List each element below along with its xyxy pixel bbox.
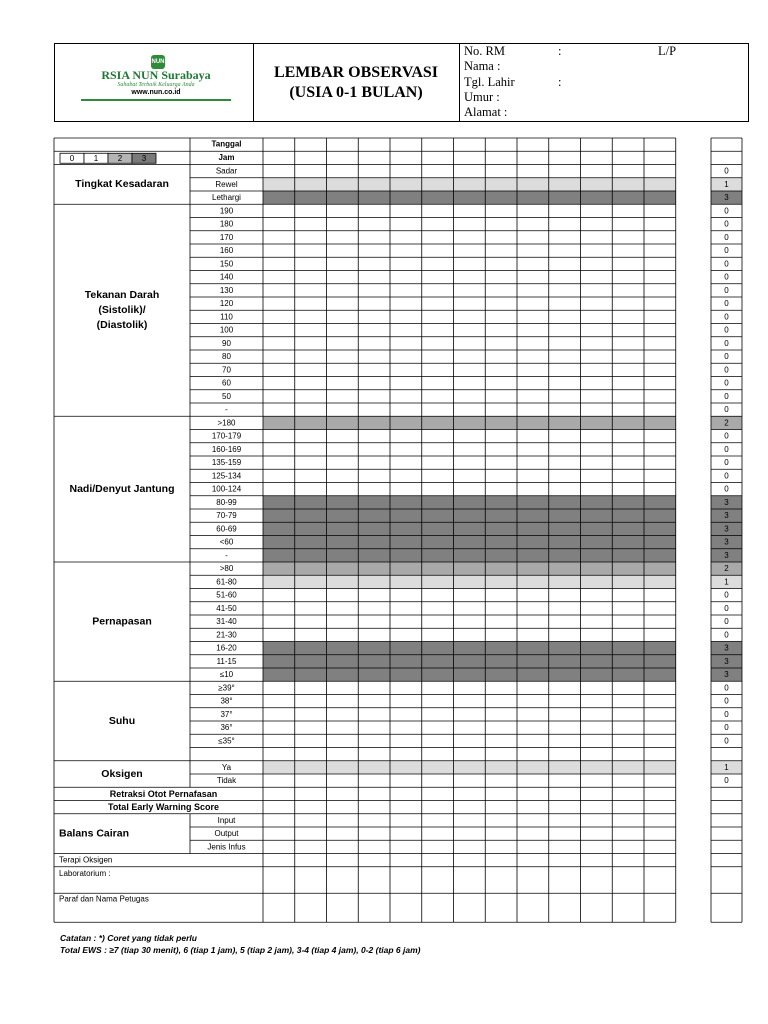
row-label: 11-15 [216, 656, 237, 666]
row-score: 3 [724, 670, 729, 680]
row-score: 1 [724, 577, 729, 587]
row-score: 0 [724, 259, 729, 269]
row-label: 36° [220, 723, 233, 733]
row-label: 60 [222, 378, 231, 388]
form-notes [60, 932, 420, 956]
row-score: 0 [724, 630, 729, 640]
row-score: 0 [724, 617, 729, 627]
row-shading [263, 522, 676, 535]
row-label: <60 [219, 537, 234, 547]
balans-label: Balans Cairan [58, 827, 130, 840]
row-label: >180 [217, 418, 236, 428]
row-label: Lethargi [212, 193, 241, 203]
row-score: 0 [724, 683, 729, 693]
row-score: 0 [724, 206, 729, 216]
section-label: Tingkat Kesadaran [75, 178, 169, 191]
note-line-2: Total EWS : ≥7 (tiap 30 menit), 6 (tiap 1 jam), 5 (tiap 2 jam), 3-4 (tiap 4 jam), 0-2 (tiap 6 jam) [60, 945, 421, 955]
row-score: 0 [724, 484, 729, 494]
row-score: 2 [724, 418, 729, 428]
row-label: 190 [219, 206, 234, 216]
row-score: 0 [724, 444, 729, 454]
row-shading [263, 655, 676, 668]
form-title-line2: (USIA 0-1 BULAN) [289, 84, 423, 101]
row-label: 160-169 [211, 444, 242, 454]
jam-label: Jam [218, 152, 235, 162]
row-label: 38° [220, 696, 233, 706]
row-label: - [225, 550, 228, 560]
row-label: Tidak [216, 776, 237, 786]
row-label: 51-60 [216, 590, 237, 600]
birthdate-label: Tgl. Lahir [464, 75, 515, 89]
row-score: 3 [724, 193, 729, 203]
row-label: 170 [219, 232, 234, 242]
row-shading [263, 536, 676, 549]
row-label: ≥39° [218, 683, 235, 693]
section-label: Suhu [108, 714, 136, 727]
section-label: Tekanan Darah [84, 289, 160, 302]
row-score: 3 [724, 524, 729, 534]
row-label: 100 [219, 325, 234, 335]
terapi-oksigen-label: Terapi Oksigen [59, 855, 113, 865]
row-label: 160 [219, 246, 234, 256]
rm-label: No. RM [464, 44, 505, 58]
legend-value: 2 [117, 153, 123, 163]
row-score: 0 [724, 299, 729, 309]
row-label: 31-40 [216, 617, 237, 627]
address-label: Alamat : [464, 105, 508, 119]
row-score: 3 [724, 497, 729, 507]
row-label: 16-20 [216, 643, 237, 653]
row-shading [263, 509, 676, 522]
row-score: 0 [724, 312, 729, 322]
row-label: >80 [219, 564, 234, 574]
row-score: 0 [724, 232, 729, 242]
birthdate-colon: : [558, 75, 562, 89]
note-line-1: Catatan : *) Coret yang tidak perlu [60, 933, 197, 943]
logo-badge-icon: NUN [151, 55, 165, 69]
balans-row-label: Input [217, 815, 236, 825]
row-score: 0 [724, 590, 729, 600]
row-shading [263, 668, 676, 681]
row-label: 80 [222, 352, 231, 362]
row-label: 61-80 [216, 577, 237, 587]
row-score: 0 [724, 352, 729, 362]
balans-row-label: Output [214, 829, 239, 839]
hospital-name: RSIA NUN Surabaya [101, 68, 211, 82]
row-label: 50 [222, 391, 231, 401]
row-score: 3 [724, 550, 729, 560]
row-label: 125-134 [211, 471, 242, 481]
section-label: Pernapasan [92, 615, 152, 628]
row-shading [263, 761, 676, 774]
section-label: Oksigen [101, 767, 143, 780]
row-label: 150 [219, 259, 234, 269]
row-score: 3 [724, 537, 729, 547]
row-score: 0 [724, 325, 729, 335]
row-score: 0 [724, 285, 729, 295]
row-score: 0 [724, 272, 729, 282]
row-shading [263, 496, 676, 509]
legend-value: 1 [93, 153, 99, 163]
row-shading [263, 191, 676, 204]
row-score: 0 [724, 736, 729, 746]
legend-value: 3 [141, 153, 147, 163]
row-label: 100-124 [211, 484, 242, 494]
row-label: 120 [219, 299, 234, 309]
laboratorium-label: Laboratorium : [59, 868, 111, 878]
tanggal-label: Tanggal [211, 139, 242, 149]
row-shading [263, 642, 676, 655]
row-score: 0 [724, 471, 729, 481]
row-label: 170-179 [211, 431, 242, 441]
row-score: 0 [724, 378, 729, 388]
row-label: 110 [220, 312, 233, 322]
row-score: 3 [724, 511, 729, 521]
row-score: 2 [724, 564, 729, 574]
row-score: 0 [724, 431, 729, 441]
row-score: 0 [724, 219, 729, 229]
row-label: Sadar [215, 166, 238, 176]
row-label: Rewel [215, 179, 238, 189]
row-label: 90 [222, 338, 231, 348]
row-shading [263, 178, 676, 191]
row-label: ≤35° [218, 736, 235, 746]
row-shading [263, 562, 676, 575]
row-label: 80-99 [216, 497, 237, 507]
section-label: (Diastolik) [96, 319, 148, 332]
row-score: 0 [724, 405, 729, 415]
row-score: 0 [724, 776, 729, 786]
row-score: 3 [724, 656, 729, 666]
hospital-website: www.nun.co.id [131, 89, 181, 96]
row-label: 130 [219, 285, 234, 295]
summary-row-label: Retraksi Otot Pernafasan [109, 788, 218, 799]
row-label: Ya [221, 762, 232, 772]
row-score: 0 [724, 723, 729, 733]
age-label: Umur : [464, 90, 500, 104]
row-label: 41-50 [216, 603, 237, 613]
hospital-tagline: Sahabat Terbaik Keluarga Anda [117, 82, 195, 88]
section-label: Nadi/Denyut Jantung [69, 482, 175, 495]
row-score: 0 [724, 603, 729, 613]
paraf-label: Paraf dan Nama Petugas [59, 894, 149, 904]
row-shading [263, 549, 676, 562]
gender-label: L/P [658, 44, 677, 58]
row-score: 1 [724, 179, 729, 189]
row-label: 21-30 [216, 630, 237, 640]
row-label: 70-79 [216, 511, 237, 521]
row-label: 60-69 [216, 524, 237, 534]
row-label: 180 [219, 219, 234, 229]
form-title-line1: LEMBAR OBSERVASI [273, 64, 439, 81]
row-score: 0 [724, 391, 729, 401]
row-score: 3 [724, 643, 729, 653]
row-score: 0 [724, 458, 729, 468]
row-label: 70 [222, 365, 231, 375]
row-label: - [225, 405, 228, 415]
row-label: 37° [220, 709, 233, 719]
section-label: (Sistolik)/ [98, 304, 146, 317]
row-score: 0 [724, 166, 729, 176]
row-score: 0 [724, 246, 729, 256]
row-label: ≤10 [219, 670, 234, 680]
legend-value: 0 [69, 153, 75, 163]
row-shading [263, 416, 676, 429]
row-score: 0 [724, 365, 729, 375]
row-label: 140 [219, 272, 234, 282]
balans-row-label: Jenis Infus [207, 842, 246, 852]
row-score: 1 [724, 762, 729, 772]
summary-row-label: Total Early Warning Score [107, 802, 220, 812]
row-score: 0 [724, 338, 729, 348]
rm-colon: : [558, 44, 562, 58]
row-score: 0 [724, 696, 729, 706]
name-label: Nama : [464, 59, 501, 73]
row-label: 135-159 [211, 458, 242, 468]
row-score: 0 [724, 709, 729, 719]
row-shading [263, 575, 676, 588]
